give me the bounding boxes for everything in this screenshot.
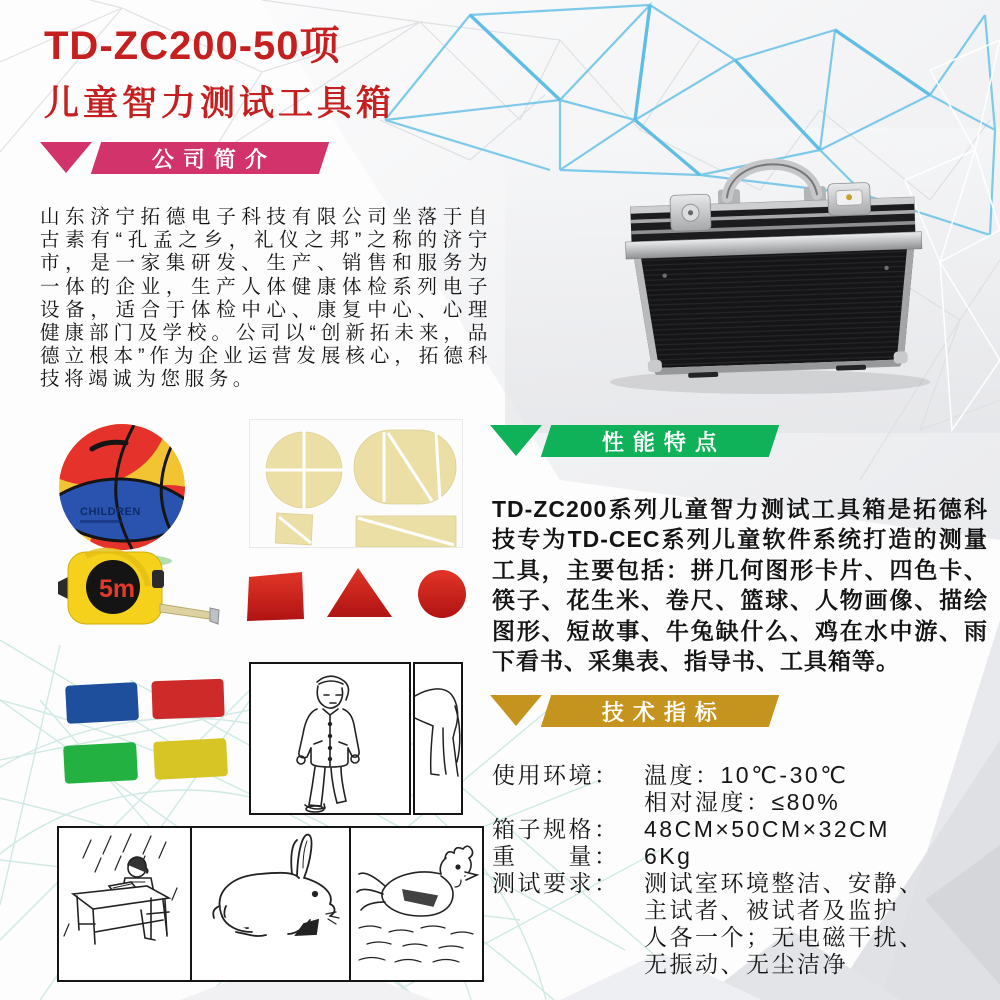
company-intro-text: 山东济宁拓德电子科技有限公司坐落于自古素有“孔孟之乡，礼仪之邦”之称的济宁市，是一家集研发、生产、销售和服务为一体的企业，生产人体健康体检系列电子设备，适合于体检中心、康复中心、心理健康部门及学校。公司以“创新拓未来，品德立根本”作为企业运营发展核心，拓德科技将竭诚为您服务。	[40, 206, 492, 391]
spec-row: 无振动、无尘洁净	[644, 951, 848, 977]
puzzle-pieces-photo	[249, 419, 463, 548]
tape-size-label: 5m	[99, 575, 136, 603]
red-triangle	[327, 568, 392, 617]
story-cards-panel	[57, 826, 484, 982]
basketball-band-text: CHILDREN	[80, 506, 141, 518]
rabbit-drawing	[190, 828, 349, 980]
basketball-image	[52, 415, 192, 567]
blue-card	[65, 682, 139, 724]
measuring-tape-image	[58, 546, 220, 634]
yellow-card	[153, 738, 228, 780]
rooster-drawing	[349, 828, 482, 980]
red-circle	[418, 570, 466, 618]
features-banner	[541, 425, 779, 457]
red-shapes-image	[245, 563, 471, 625]
features-banner-label: 性能特点	[602, 429, 727, 455]
red-card	[151, 679, 224, 719]
horse-drawing-panel	[413, 662, 463, 815]
company-banner	[91, 142, 329, 174]
company-banner-label: 公司简介	[152, 146, 277, 172]
tool-case-photo	[535, 122, 995, 432]
green-card	[63, 742, 138, 784]
red-square	[247, 572, 304, 621]
spec-row: 相对湿度：≤80%	[644, 789, 841, 815]
rain-reading-drawing	[59, 828, 190, 980]
tool-case	[623, 159, 926, 380]
product-name-title: 儿童智力测试工具箱	[44, 84, 396, 123]
features-text: TD-ZC200系列儿童智力测试工具箱是拓德科技专为TD-CEC系列儿童软件系统打造的测量工具，主要包括：拼几何图形卡片、四色卡、筷子、花生米、卷尺、篮球、人物画像、描绘图形、短故事、牛兔缺什么、鸡在水中游、雨下看书、采集表、指导书、工具箱等。	[492, 496, 988, 675]
specs-banner	[541, 695, 779, 727]
spec-row: 重 量： 6Kg	[492, 843, 693, 869]
specs-banner-label: 技术指标	[602, 699, 727, 725]
spec-row: 箱子规格： 48CM×50CM×32CM	[492, 816, 890, 842]
product-model-title: TD-ZC200-50项	[44, 24, 341, 68]
color-cards-image	[58, 674, 236, 808]
boy-drawing-panel	[249, 662, 411, 815]
spec-row: 使用环境： 温度：10℃-30℃	[492, 762, 849, 788]
spec-row: 主试者、被试者及监护	[644, 897, 899, 923]
specs-table	[492, 762, 992, 978]
spec-row: 人各一个；无电磁干扰、	[644, 924, 925, 950]
spec-row: 测试要求： 测试室环境整洁、安静、	[492, 870, 925, 896]
